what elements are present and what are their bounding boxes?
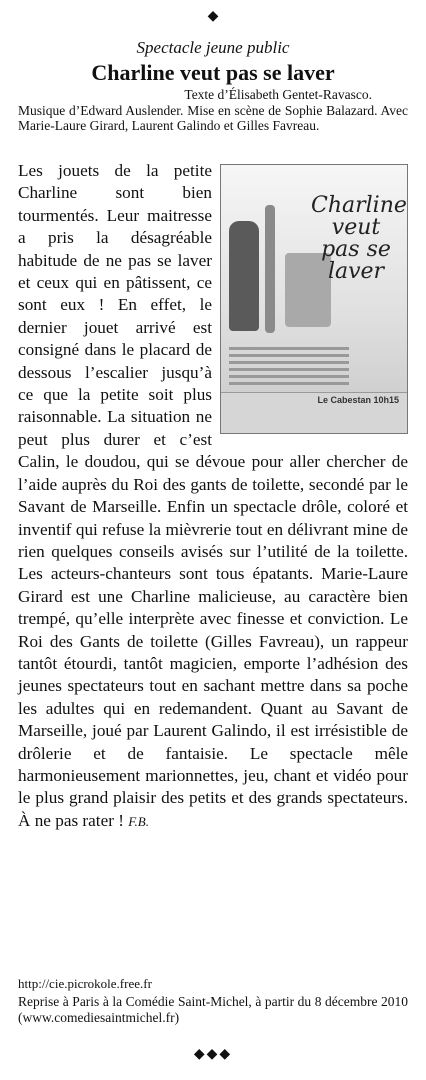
author-signature: F.B.: [128, 813, 149, 829]
article-body: [18, 160, 408, 833]
poster-toothbrush-shape: [265, 205, 275, 333]
article-text: Les jouets de la petite Charline sont bien tourmentés. Leur maitresse a pris la désagréable habitude de ne pas se laver et ceux qui en pâtissent, ce sont eux ! En effet, le dernier jouet arrivé est consigné dans le placard de dessous l’escalier jusqu’à ce que la petite soit plus raisonnable. La situation ne peut plus durer et c’est Calin, le doudou, qui se dévoue pour aller chercher de l’aide auprès du Roi des gants de toilette, secondé par le Savant de Marseille. Enfin un spectacle drôle, coloré et inventif qui refuse la mièvrerie tout en délivrant mine de rien quelques conseils avisés sur l’utilité de la toilette. Les acteurs-chanteurs sont tous épatants. Marie-Laure Girard est une Charline malicieuse, au caractère bien trempé, qu’elle interprète avec finesse et conviction. Le Roi des Gants de toilette (Gilles Favreau), un rappeur tantôt étourdi, tantôt magicien, emporte l’adhésion des jeunes spectateurs tout en sachant mettre dans sa poche les adultes qui en redemandent. Quant au Savant de Marseille, joué par Laurent Galindo, il est irrésistible de drôlerie et de fantaisie. Le spectacle mêle harmonieusement marionnettes, jeu, chant et vidéo pour le plus grand plaisir des petits et des grands spectateurs. À ne pas rater !: [18, 161, 408, 830]
section-kicker: Spectacle jeune public: [136, 38, 290, 57]
top-ornament: ◆: [207, 9, 219, 24]
credits-cast: Musique d’Edward Auslender. Mise en scène de Sophie Balazard. Avec Marie-Laure Girard, Laurent Galindo et Gilles Favreau.: [18, 102, 408, 133]
poster-bottle-shape: [229, 221, 259, 331]
poster-info-lines: [229, 343, 349, 389]
reprise-note: Reprise à Paris à la Comédie Saint-Michel, à partir du 8 décembre 2010 (www.comediesaintmichel.fr): [18, 994, 408, 1025]
bottom-ornament: ◆◆◆: [193, 1047, 233, 1062]
poster-title: Charline veut pas se laver: [311, 193, 407, 284]
credits-author: Texte d’Élisabeth Gentet-Ravasco.: [184, 87, 372, 102]
credits-block: [18, 87, 408, 134]
poster-image: [220, 164, 408, 434]
poster-venue: Le Cabestan 10h15: [317, 394, 399, 405]
company-url: http://cie.picrokole.free.fr: [18, 976, 152, 991]
article-title: Charline veut pas se laver: [91, 60, 335, 85]
